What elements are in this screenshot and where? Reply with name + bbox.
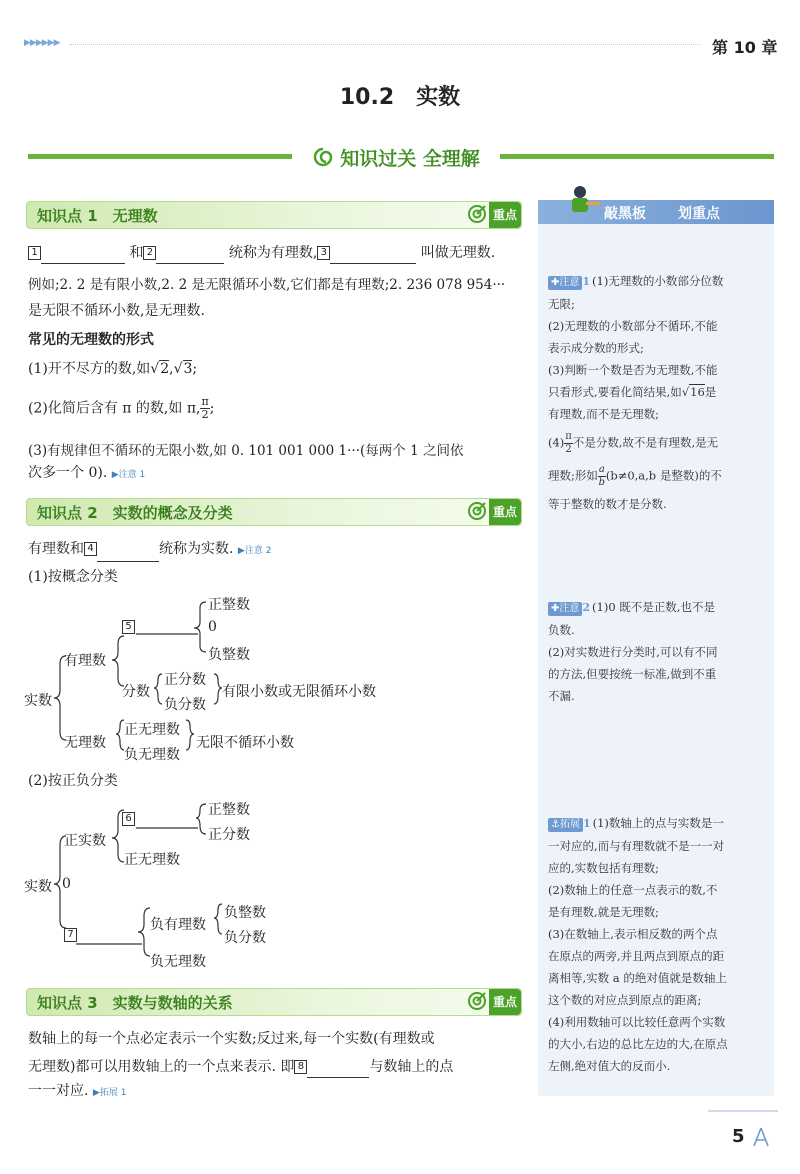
tree1-neg-int: 负整数	[208, 647, 250, 663]
teacher-icon	[566, 184, 602, 224]
note-1-tag: ✚注意	[548, 276, 582, 290]
form2-text: (2)化简后含有 π 的数,如 π,	[28, 400, 201, 417]
tree1-real: 实数	[24, 693, 52, 709]
note-2-tag: ✚注意	[548, 602, 582, 616]
k1-bar	[26, 201, 522, 229]
tree1-frac-note: 有限小数或无限循环小数	[222, 684, 376, 700]
section-banner	[296, 140, 496, 174]
tree2-neg-irr: 负无理数	[150, 954, 206, 970]
ref-note-2[interactable]: ▶注意 2	[237, 546, 272, 556]
target-icon	[467, 501, 487, 521]
banner-text: 知识过关 全理解	[340, 147, 480, 170]
pi-over-2: $\frac{\pi}{2}$	[201, 395, 209, 421]
sqrt-3: 3	[183, 361, 193, 377]
tree1-pos-frac: 正分数	[164, 672, 206, 688]
blank-line-4	[97, 561, 159, 562]
note-2: ✚注意 2 (1)0 既不是正数,也不是 负数. (2)对实数进行分类时,可以有不同 的方法,但要按统一标准,做到不重 不漏.	[548, 600, 718, 703]
k1-form-3b: 次多一个 0). ▶注意 1	[28, 465, 146, 481]
k1-example-1: 例如;2. 2 是有限小数,2. 2̇ 是无限循环小数,它们都是有理数;2. 236 078 954···	[28, 277, 506, 293]
note-1: ✚注意 1 (1)无理数的小数部分位数 无限; (2)无理数的小数部分不循环,不能 表示成分数的形式; (3)判断一个数是否为无理数,不能 只看形式,要看化简结果,如√16是 有理数,而不是无理数; (4) $\frac{\pi}{2}$ 不是分数,故不是有理数,是无 理数;形如 $\frac{a}{b}$ (b≠0,a,b 是整数)的不 等于整数的数才是分数.	[548, 274, 724, 511]
tree1-irr-note: 无限不循环小数	[196, 735, 294, 751]
blank-line-3	[330, 263, 416, 264]
panel-title-2: 划重点	[678, 206, 720, 222]
k3-para-3: 一一对应. ▶拓展 1	[28, 1083, 127, 1099]
tree2-pos-real: 正实数	[64, 833, 106, 849]
k1-definition	[28, 242, 495, 264]
k2-by-def: (1)按概念分类	[28, 569, 118, 585]
tree2-neg-frac: 负分数	[224, 930, 266, 946]
k2-definition: 有理数和 4 统称为实数. ▶注意 2	[28, 538, 271, 562]
tree1-fraction: 分数	[122, 684, 150, 700]
tree2-pos-frac: 正分数	[208, 827, 250, 843]
sqrt-2: 2	[160, 361, 170, 377]
k1-form-3a: (3)有规律但不循环的无限小数,如 0. 101 001 000 1···(每两个 1 之间依	[28, 443, 464, 459]
target-icon	[467, 991, 487, 1011]
compass-icon	[751, 1126, 771, 1148]
k3-label: 知识点 3 实数与数轴的关系	[37, 994, 233, 1012]
header-dotted-line	[70, 44, 700, 45]
target-icon	[467, 204, 487, 224]
blank-box-4: 4	[84, 542, 97, 556]
k3-bar	[26, 988, 522, 1016]
k2-label: 知识点 2 实数的概念及分类	[37, 504, 233, 522]
k3-tag: 重点	[489, 989, 521, 1015]
k1-form-1: (1)开不尽方的数,如√2,√3;	[28, 361, 198, 377]
blank-line-2	[156, 263, 224, 264]
tree1-neg-irr: 负无理数	[124, 747, 180, 763]
extension-1-tag: ⚓拓展	[548, 818, 583, 832]
page-title: 10.2 实数	[339, 85, 461, 110]
tree2-zero: 0	[62, 876, 71, 892]
tree2-real: 实数	[24, 879, 52, 895]
form1-sep: ,	[169, 361, 174, 377]
text-and: 和	[129, 245, 144, 261]
text-unified: 统称为有理数,	[228, 245, 318, 261]
side-panel-header	[538, 200, 774, 224]
tree2-pos-irr: 正无理数	[124, 852, 180, 868]
extension-1: ⚓拓展 1 (1)数轴上的点与实数是一 一对应的,而与有理数就不是一一对 应的,实数包括有理数; (2)数轴上的任意一点表示的数,不 是有理数,就是无理数; (3)在数轴上,表示相反数的两个点 在原点的两旁,并且两点到原点的距 离相等,实数 a 的绝对值就是数轴上 这个数的对应点到原点的距离; (4)利用数轴可以比较任意两个实数 的大小,右边的总比左边的大,在原点 左侧,绝对值大的反而小.	[548, 816, 728, 1073]
tree1-rational: 有理数	[64, 653, 106, 669]
form1-end: ;	[192, 361, 198, 377]
k1-label: 知识点 1 无理数	[37, 207, 158, 225]
banner-line-right	[500, 154, 774, 159]
blank-box-7: 7	[64, 928, 77, 942]
form1-text: (1)开不尽方的数,如	[28, 361, 151, 377]
blank-box-5: 5	[122, 620, 135, 634]
k2-bar	[26, 498, 522, 526]
tree2-neg-int: 负整数	[224, 905, 266, 921]
tree1-zero: 0	[208, 619, 217, 635]
form2-end: ;	[209, 400, 215, 417]
blank-box-3: 3	[317, 246, 330, 260]
ref-extension-1[interactable]: ▶拓展 1	[92, 1088, 127, 1098]
blank-line-1	[41, 263, 125, 264]
page-number: 5	[708, 1112, 778, 1152]
swirl-icon	[312, 146, 334, 168]
ref-note-1[interactable]: ▶注意 1	[111, 470, 146, 480]
chapter-label: 第 10 章	[712, 38, 778, 57]
header-arrows: ▶▶▶▶▶▶	[24, 38, 60, 48]
k1-forms-title: 常见的无理数的形式	[28, 332, 154, 348]
tree1-pos-irr: 正无理数	[124, 722, 180, 738]
blank-line-8	[307, 1077, 369, 1078]
blank-box-8: 8	[294, 1060, 307, 1074]
k1-example-2: 是无限不循环小数,是无理数.	[28, 303, 205, 319]
panel-title-1: 敲黑板	[604, 206, 646, 222]
tree1-neg-frac: 负分数	[164, 697, 206, 713]
k2-by-sign: (2)按正负分类	[28, 773, 118, 789]
k1-form-2	[28, 396, 214, 421]
tree1-irrational: 无理数	[64, 735, 106, 751]
tree2-pos-int: 正整数	[208, 802, 250, 818]
k3-para-2: 无理数)都可以用数轴上的一个点来表示. 即 8 与数轴上的点	[28, 1056, 453, 1078]
k2-tag: 重点	[489, 499, 521, 525]
tree1-pos-int: 正整数	[208, 597, 250, 613]
k3-para-1: 数轴上的每一个点必定表示一个实数;反过来,每一个实数(有理数或	[28, 1031, 435, 1047]
blank-box-6: 6	[122, 812, 135, 826]
blank-box-2: 2	[143, 246, 156, 260]
banner-line-left	[28, 154, 292, 159]
tree2-neg-rat: 负有理数	[150, 917, 206, 933]
blank-box-1: 1	[28, 246, 41, 260]
k1-tag: 重点	[489, 202, 521, 228]
text-called: 叫做无理数.	[420, 245, 496, 261]
